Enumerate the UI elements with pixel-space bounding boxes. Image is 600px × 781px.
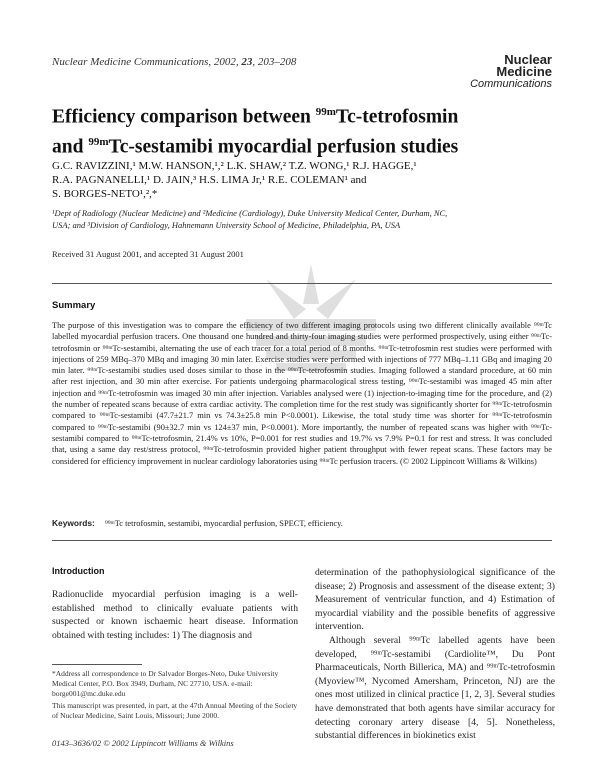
title-sup-2: 99m [88, 135, 109, 148]
title-part-2: Tc-tetrofosmin [335, 106, 459, 128]
introduction-heading: Introduction [52, 566, 105, 576]
presentation-note: This manuscript was presented, in part, at the 47th Annual Meeting of the Society of Nuclear Medicine, Saint Louis, Missouri; June 2000. [52, 701, 298, 720]
intro-right-para-1: determination of the pathophysiological significance of the disease; 2) Prognosis and assessment of the disease extent; 3) Measurement of ventricular function, and 4) Estimation of myocardial viability and the possible benefits of aggressive intervention. [315, 567, 555, 633]
journal-name: Nuclear Medicine Communications [52, 56, 209, 68]
keywords-label: Keywords: [52, 518, 95, 528]
author-line-1: G.C. RAVIZZINI,¹ M.W. HANSON,¹,² L.K. SHAW,² T.Z. WONG,¹ R.J. HAGGE,¹ [52, 160, 417, 172]
brand-line-1: Nuclear [504, 52, 552, 67]
correspondence-note: *Address all correspondence to Dr Salvador Borges-Neto, Duke University Medical Center, P.O. Box 3949, Durham, NC 27710, USA. e-mail: borge001@mc.duke.edu [52, 669, 279, 698]
title-part-3: and [52, 136, 89, 157]
affiliation-line-1: ¹Dept of Radiology (Nuclear Medicine) and ²Medicine (Cardiology), Duke University Medical Center, Durham, NC, [52, 208, 448, 218]
footnote [52, 669, 302, 721]
title-part-4: Tc-sestamibi myocardial perfusion studies [108, 136, 459, 157]
paper-title [52, 100, 572, 159]
brand-line-3: Communications [470, 78, 552, 90]
affiliation-line-2: USA; and ³Division of Cardiology, Hahnemann University School of Medicine, Philadelphia, PA, USA [52, 220, 401, 230]
title-sup-1: 99m [315, 106, 336, 118]
keywords-text: ⁹⁹ᵐTc tetrofosmin, sestamibi, myocardial perfusion, SPECT, efficiency. [104, 519, 343, 528]
received-date: Received 31 August 2001, and accepted 31 August 2001 [52, 249, 244, 259]
title-part-1: Efficiency comparison between [52, 106, 316, 128]
divider-bottom [52, 540, 552, 541]
author-line-3: S. BORGES-NETO¹,²,* [52, 188, 158, 200]
keywords [52, 518, 552, 528]
copyright-line: 0143–3636/02 © 2002 Lippincott Williams & Wilkins [52, 738, 234, 748]
author-line-2: R.A. PAGNANELLI,¹ D. JAIN,³ H.S. LIMA Jr,¹ R.E. COLEMAN¹ and [52, 174, 367, 186]
author-list [52, 159, 562, 201]
brand-line-2: Medicine [496, 64, 552, 79]
intro-left-column: Radionuclide myocardial perfusion imaging is a well-established method to clinically evaluate patients with suspected or known ischaemic heart disease. Information obtained with testing includes: 1) The diagnosis and [52, 589, 298, 641]
journal-citation [52, 56, 296, 68]
intro-right-column [315, 566, 555, 743]
citation-volume: 23 [241, 56, 253, 68]
citation-year: , 2002, [208, 56, 242, 68]
summary-text: The purpose of this investigation was to compare the efficiency of two different imaging protocols using two different clinically available ⁹⁹ᵐTc labelled myocardial perfusion tracers. One thousand one hundred and thirty-four imaging studies were performed prospectively, using either ⁹⁹ᵐTc-tetrofosmin or ⁹⁹ᵐTc-sestamibi, alternating the use of each tracer for a total period of 8 months. ⁹⁹ᵐTc-tetrofosmin rest studies were performed with injections of 259 MBq–370 MBq and imaging 30 min later. Exercise studies were performed with injections of 777 MBq–1.11 GBq and imaging 20 min later. ⁹⁹ᵐTc-sestamibi studies used doses similar to those in the ⁹⁹ᵐTc-tetrofosmin studies. Imaging followed a standard procedure, at 60 min after rest injection, and 30 min after exercise. For patients undergoing pharmacological stress testing, ⁹⁹ᵐTc-sestamibi was imaged 45 min after injection and ⁹⁹ᵐTc-tetrofosmin was imaged 30 min after injection. Variables analysed were (1) injection-to-imaging time for the procedure, and (2) the number of repeated scans because of extra cardiac activity. The completion time for the rest study was significantly shorter for ⁹⁹ᵐTc-tetrofosmin compared to ⁹⁹ᵐTc-sestamibi (47.7±21.7 min vs 74.3±25.8 min P<0.0001). Likewise, the total study time was shorter for ⁹⁹ᵐTc-tetrofosmin compared to ⁹⁹ᵐTc-sestamibi (90±32.7 min vs 124±37 min, P<0.0001). More importantly, the number of repeated scans was higher with ⁹⁹ᵐTc-sestamibi compared to ⁹⁹ᵐTc-tetrofosmin, 21.4% vs 10%, P=0.001 for rest studies and 19.7% vs 7.9% P=0.1 for rest and stress. It was concluded that, using a same day rest/stress protocol, ⁹⁹ᵐTc-tetrofosmin provided higher patient throughput with fewer repeat scans. These factors may be considered for efficiency improvement in nuclear cardiology laboratories using ⁹⁹ᵐTc perfusion tracers. (© 2002 Lippincott Williams & Wilkins) [52, 321, 552, 466]
journal-logo [470, 54, 552, 90]
summary-heading: Summary [52, 300, 96, 311]
footnote-rule [52, 664, 142, 665]
citation-pages: , 203–208 [252, 56, 297, 68]
intro-right-para-2: Although several ⁹⁹ᵐTc labelled agents have been developed, ⁹⁹ᵐTc-sestamibi (Cardiolite™, Du Pont Pharmaceuticals, North Billerica, MA) and ⁹⁹ᵐTc-tetrofosmin (Myoview™, Nycomed Amersham, Princeton, NJ) are the ones most utilized in clinical practice [1, 2, 3]. Several studies have demonstrated that both agents have similar accuracy for detecting coronary artery disease [4, 5]. Nonetheless, substantial differences in biokinetics exist [315, 634, 555, 742]
affiliations [52, 207, 562, 231]
